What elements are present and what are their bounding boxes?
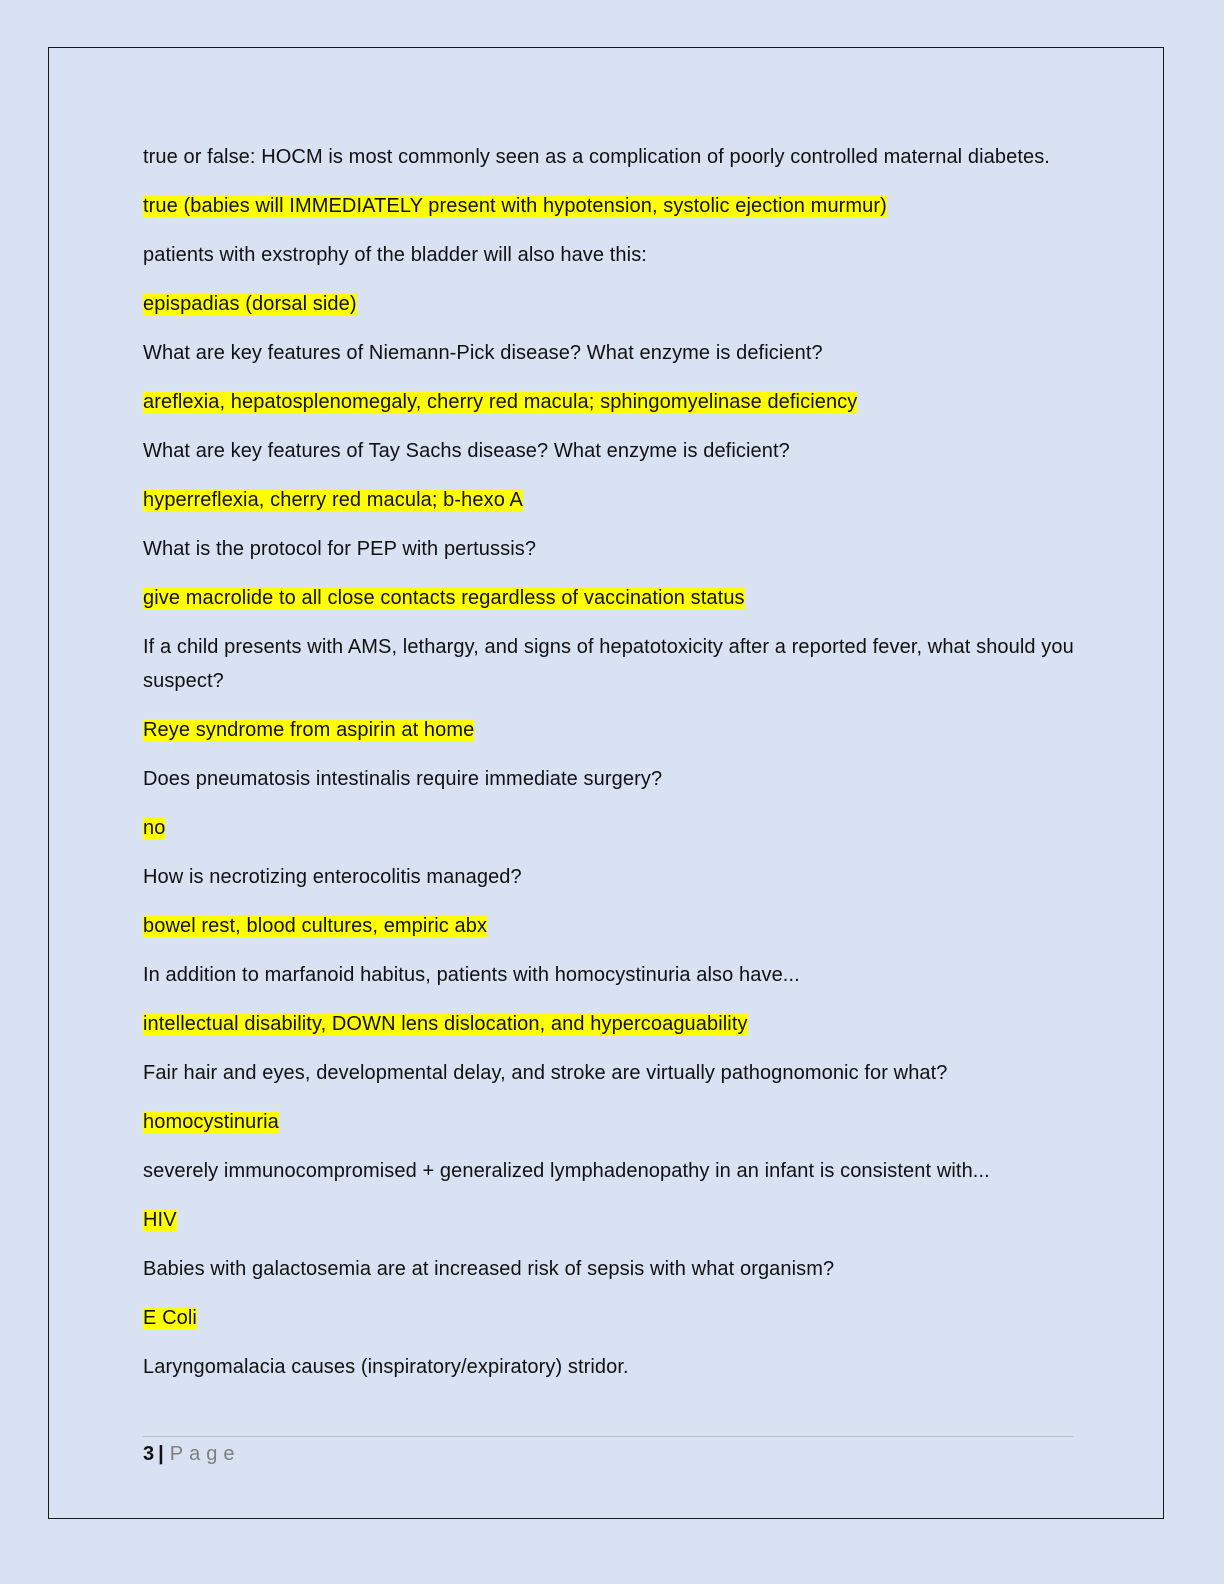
- question-paragraph: What are key features of Niemann-Pick disease? What enzyme is deficient?: [143, 342, 823, 364]
- answer-paragraph: [143, 287, 1078, 321]
- question-paragraph: Laryngomalacia causes (inspiratory/expiratory) stridor.: [143, 1356, 629, 1378]
- highlighted-answer-text: hyperreflexia, cherry red macula; b-hexo A: [143, 489, 523, 511]
- question-paragraph: true or false: HOCM is most commonly seen as a complication of poorly controlled maternal diabetes.: [143, 146, 1050, 168]
- answer-paragraph: [143, 811, 1078, 845]
- answer-paragraph: [143, 1105, 1078, 1139]
- highlighted-answer-text: E Coli: [143, 1307, 197, 1329]
- question-paragraph: Fair hair and eyes, developmental delay, and stroke are virtually pathognomonic for what?: [143, 1062, 948, 1084]
- answer-paragraph: [143, 713, 1078, 747]
- document-body: [143, 140, 1078, 1399]
- question-paragraph: What is the protocol for PEP with pertussis?: [143, 538, 537, 560]
- page-label: Page: [169, 1443, 241, 1465]
- highlighted-answer-text: true (babies will IMMEDIATELY present with hypotension, systolic ejection murmur): [143, 195, 887, 217]
- highlighted-answer-text: bowel rest, blood cultures, empiric abx: [143, 915, 488, 937]
- question-paragraph: What are key features of Tay Sachs disease? What enzyme is deficient?: [143, 440, 790, 462]
- page-number: 3: [143, 1443, 155, 1465]
- answer-paragraph: [143, 1007, 1078, 1041]
- footer-divider: [143, 1436, 1073, 1437]
- question-paragraph: Does pneumatosis intestinalis require immediate surgery?: [143, 768, 663, 790]
- highlighted-answer-text: intellectual disability, DOWN lens dislocation, and hypercoaguability: [143, 1013, 748, 1035]
- question-paragraph: How is necrotizing enterocolitis managed?: [143, 866, 522, 888]
- highlighted-answer-text: homocystinuria: [143, 1111, 279, 1133]
- highlighted-answer-text: HIV: [143, 1209, 177, 1231]
- question-paragraph: patients with exstrophy of the bladder will also have this:: [143, 244, 647, 266]
- answer-paragraph: [143, 909, 1078, 943]
- question-paragraph: severely immunocompromised + generalized lymphadenopathy in an infant is consistent with...: [143, 1160, 990, 1182]
- question-paragraph: Babies with galactosemia are at increased risk of sepsis with what organism?: [143, 1258, 835, 1280]
- footer-separator: |: [158, 1443, 164, 1465]
- highlighted-answer-text: give macrolide to all close contacts regardless of vaccination status: [143, 587, 745, 609]
- highlighted-answer-text: areflexia, hepatosplenomegaly, cherry red macula; sphingomyelinase deficiency: [143, 391, 858, 413]
- highlighted-answer-text: epispadias (dorsal side): [143, 293, 357, 315]
- highlighted-answer-text: no: [143, 817, 166, 839]
- answer-paragraph: [143, 189, 1078, 223]
- answer-paragraph: [143, 385, 1078, 419]
- question-paragraph: If a child presents with AMS, lethargy, and signs of hepatotoxicity after a reported fever, what should you suspect?: [143, 636, 1074, 692]
- highlighted-answer-text: Reye syndrome from aspirin at home: [143, 719, 475, 741]
- answer-paragraph: [143, 483, 1078, 517]
- answer-paragraph: [143, 1203, 1078, 1237]
- answer-paragraph: [143, 1301, 1078, 1335]
- answer-paragraph: [143, 581, 1078, 615]
- page-footer: [143, 1440, 240, 1468]
- question-paragraph: In addition to marfanoid habitus, patients with homocystinuria also have...: [143, 964, 800, 986]
